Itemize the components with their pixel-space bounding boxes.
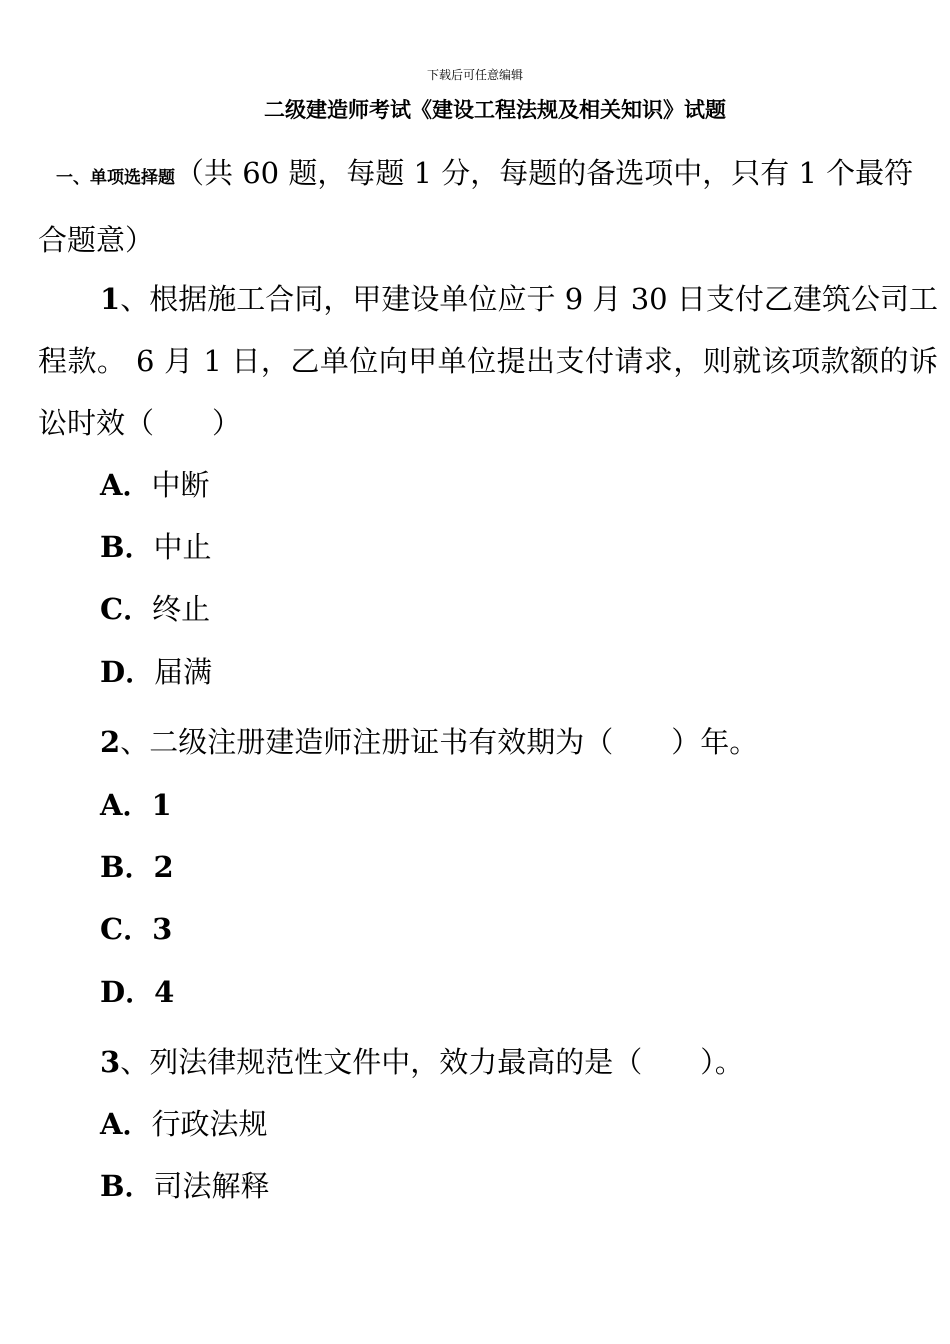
option-1d [100, 641, 212, 703]
option-text: 行政法规 [151, 1107, 268, 1141]
option-text: 1 [151, 788, 172, 822]
option-letter: C． [100, 912, 153, 946]
question-text: 、根据施工合同，甲建设单位应于 9 月 30 日支付乙建筑公司工程款。 6 月 1 日，乙单位向甲单位提出支付请求，则就该项款额的诉讼时效（ ） [38, 282, 938, 440]
option-letter: B． [100, 850, 154, 884]
question-text: 、列法律规范性文件中，效力最高的是（ ）。 [120, 1045, 744, 1079]
option-2a [100, 774, 172, 836]
option-text: 2 [153, 850, 174, 884]
option-1a [100, 454, 210, 516]
question-number: 1 [100, 282, 121, 316]
option-2c [100, 898, 172, 960]
question-1 [38, 268, 938, 454]
option-text: 司法解释 [153, 1169, 270, 1203]
option-text: 终止 [152, 592, 211, 626]
option-2b [100, 836, 174, 898]
option-letter: A． [100, 468, 152, 502]
option-letter: B． [100, 1169, 154, 1203]
option-2d [100, 961, 174, 1023]
section-description: （共 60 题，每题 1 分，每题的备选项中，只有 1 个最符合题意） [38, 156, 914, 257]
question-number: 2 [100, 725, 121, 759]
option-letter: D． [100, 655, 155, 689]
option-text: 中断 [151, 468, 210, 502]
option-letter: B． [100, 530, 154, 564]
question-text: 、二级注册建造师注册证书有效期为（ ）年。 [120, 725, 759, 759]
option-1b [100, 516, 212, 578]
option-text: 中止 [153, 530, 212, 564]
document-title: 二级建造师考试《建设工程法规及相关知识》试题 [264, 98, 726, 122]
option-3b [100, 1155, 270, 1217]
option-letter: A． [100, 788, 152, 822]
question-3 [100, 1031, 744, 1093]
option-text: 3 [152, 912, 173, 946]
option-letter: D． [100, 975, 155, 1009]
question-2 [100, 711, 758, 773]
question-number: 3 [100, 1045, 121, 1079]
option-letter: A． [100, 1107, 152, 1141]
header-note: 下载后可任意编辑 [426, 68, 523, 82]
option-1c [100, 578, 210, 640]
option-3a [100, 1093, 268, 1155]
section-label: 一、单项选择题 [56, 168, 175, 188]
section-heading [38, 142, 938, 271]
option-text: 4 [154, 975, 175, 1009]
option-text: 届满 [154, 655, 213, 689]
option-letter: C． [100, 592, 153, 626]
